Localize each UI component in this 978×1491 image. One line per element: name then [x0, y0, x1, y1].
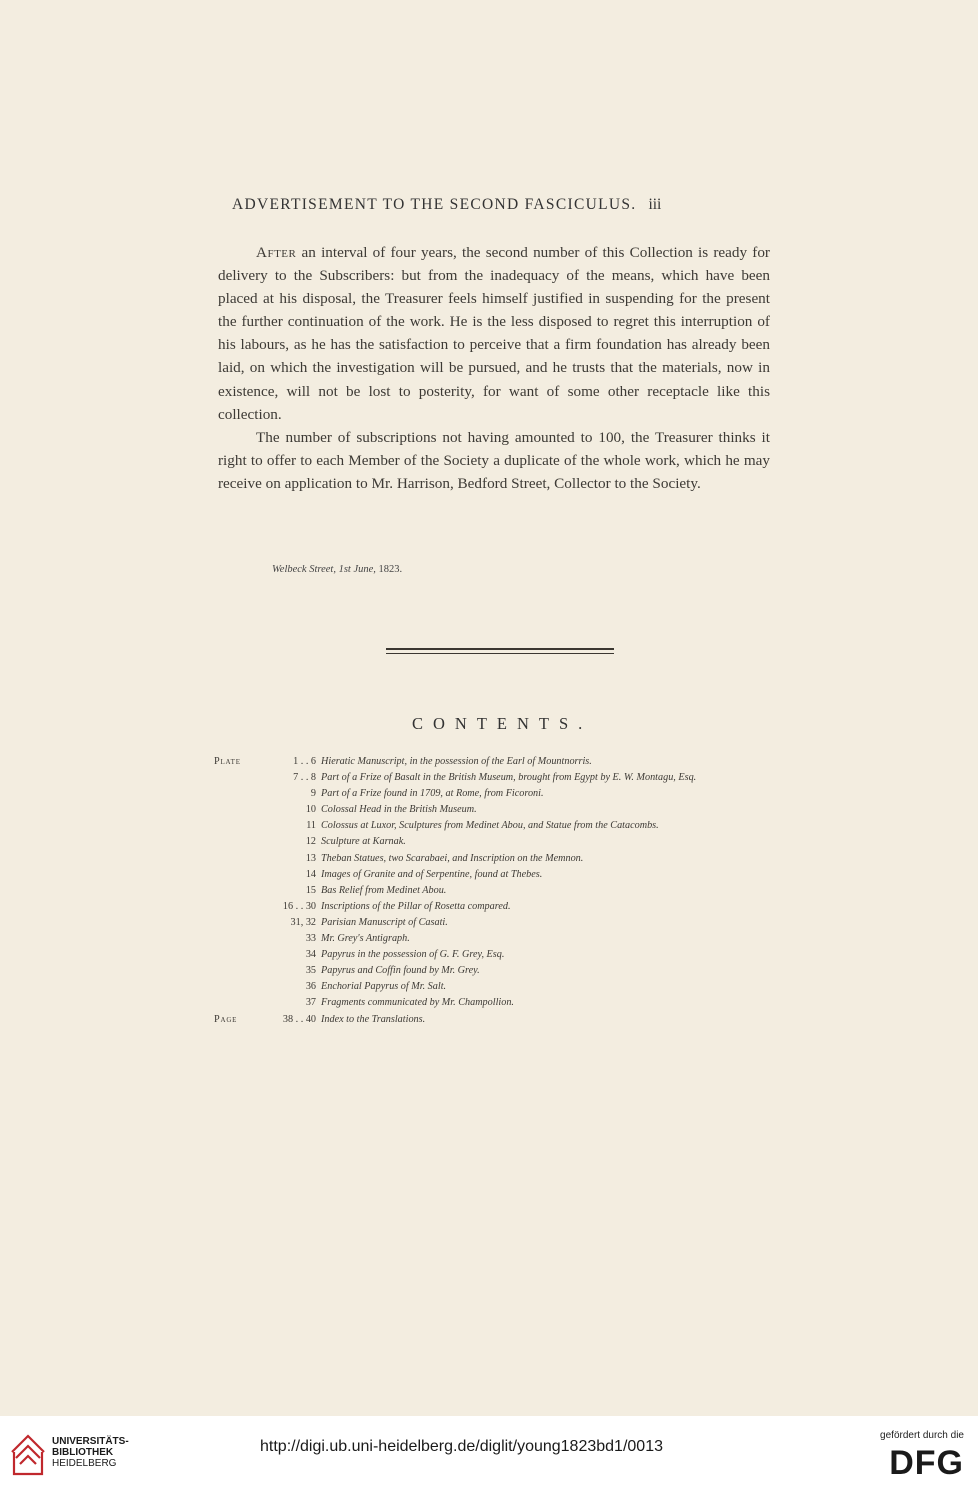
contents-row	[214, 836, 814, 852]
contents-row	[214, 869, 814, 885]
dateline-year: 1823.	[378, 564, 403, 575]
contents-row-number: 15	[305, 884, 316, 896]
contents-title: CONTENTS.	[412, 714, 593, 733]
paragraph-text: The number of subscriptions not having amounted to 100, the Treasurer thinks it right to offer to each Member of the Society a duplicate of the whole work, which he may receive on application to Mr. Harrison, Bedford Street, Collector to the Society.	[218, 428, 770, 492]
contents-row-number: 11	[306, 820, 316, 832]
footer-bar	[0, 1416, 978, 1491]
contents-row	[214, 1014, 814, 1030]
library-line-3: HEIDELBERG	[52, 1458, 117, 1469]
contents-row-number: 9	[310, 788, 316, 800]
page-number: iii	[648, 196, 662, 213]
contents-row-number: 14	[305, 868, 316, 880]
contents-row	[214, 981, 814, 997]
contents-row-number: 34	[305, 949, 316, 961]
permalink-url[interactable]: http://digi.ub.uni-heidelberg.de/diglit/young1823bd1/0013	[260, 1438, 663, 1455]
contents-row-label: Page	[214, 1013, 238, 1025]
contents-row-number: 38 . . 40	[282, 1013, 316, 1025]
contents-row-description: Bas Relief from Medinet Abou.	[321, 884, 447, 896]
contents-row-description: Parisian Manuscript of Casati.	[321, 916, 448, 928]
contents-row-description: Colossal Head in the British Museum.	[321, 804, 477, 816]
contents-row	[214, 788, 814, 804]
advertisement-body	[218, 241, 770, 495]
contents-row-number: 31, 32	[290, 916, 316, 928]
contents-row	[214, 965, 814, 981]
contents-row-description: Hieratic Manuscript, in the possession of the Earl of Mountnorris.	[321, 756, 592, 767]
contents-row-number: 36	[305, 981, 316, 993]
contents-row-description: Enchorial Papyrus of Mr. Salt.	[321, 981, 447, 993]
dateline-place: Welbeck Street, 1st June,	[272, 564, 376, 575]
contents-row	[214, 772, 814, 788]
contents-row	[214, 885, 814, 901]
contents-row-description: Mr. Grey's Antigraph.	[321, 933, 410, 945]
paragraph-text: an interval of four years, the second number of this Collection is ready for delivery to the Subscribers: but from the inadequacy of the means, which have been placed at his disposal, the Treasurer feels himself justified in suspending for the present the further continuation of the work. He is the less disposed to regret this interruption of his labours, as he has the satisfaction to perceive that a firm foundation has already been laid, on which the investigation will be pursued, and he trusts that the materials, now in existence, will not be lost to posterity, for want of some other receptacle like this collection.	[218, 244, 770, 423]
contents-row	[214, 820, 814, 836]
contents-row-number: 13	[305, 852, 316, 864]
contents-row-description: Papyrus and Coffin found by Mr. Grey.	[321, 965, 480, 977]
library-name	[52, 1436, 129, 1469]
dateline	[272, 564, 402, 575]
contents-row-number: 16 . . 30	[282, 900, 316, 912]
contents-row-description: Fragments communicated by Mr. Champollion.	[321, 997, 514, 1009]
double-rule-divider	[386, 648, 614, 654]
contents-row-description: Inscriptions of the Pillar of Rosetta compared.	[321, 900, 511, 912]
contents-row-number: 12	[305, 836, 316, 848]
contents-row	[214, 853, 814, 869]
dfg-logo: DFG	[889, 1444, 964, 1482]
library-line-1: UNIVERSITÄTS-	[52, 1436, 129, 1447]
contents-row-number: 7 . . 8	[293, 772, 316, 784]
contents-row-description: Index to the Translations.	[321, 1013, 426, 1025]
library-line-2: BIBLIOTHEK	[52, 1447, 114, 1458]
contents-row	[214, 917, 814, 933]
contents-row-description: Part of a Frize of Basalt in the British Museum, brought from Egypt by E. W. Montagu, Esq.	[321, 772, 697, 784]
contents-row-number: 1 . . 6	[293, 756, 316, 767]
contents-row-description: Images of Granite and of Serpentine, found at Thebes.	[321, 868, 543, 880]
funded-by-label: gefördert durch die	[880, 1430, 964, 1441]
paragraph-2	[218, 426, 770, 495]
contents-row-description: Sculpture at Karnak.	[321, 836, 406, 848]
contents-row-description: Part of a Frize found in 1709, at Rome, from Ficoroni.	[321, 788, 544, 800]
page-heading	[232, 196, 792, 214]
contents-row-number: 35	[305, 965, 316, 977]
contents-row	[214, 804, 814, 820]
contents-row	[214, 933, 814, 949]
paragraph-1	[218, 241, 770, 426]
university-library-logo-icon	[8, 1430, 48, 1478]
contents-list	[214, 756, 814, 1030]
contents-row-number: 10	[305, 804, 316, 816]
contents-row-description: Theban Statues, two Scarabaei, and Inscription on the Memnon.	[321, 852, 584, 864]
contents-row	[214, 901, 814, 917]
contents-row-description: Colossus at Luxor, Sculptures from Medinet Abou, and Statue from the Catacombs.	[321, 820, 659, 832]
contents-row-number: 33	[305, 933, 316, 945]
contents-row-number: 37	[305, 997, 316, 1009]
contents-row	[214, 997, 814, 1013]
contents-row-label: Plate	[214, 756, 241, 767]
paragraph-lead: After	[256, 244, 297, 261]
heading-title: ADVERTISEMENT TO THE SECOND FASCICULUS.	[232, 196, 637, 213]
contents-row	[214, 756, 814, 772]
contents-row	[214, 949, 814, 965]
contents-row-description: Papyrus in the possession of G. F. Grey, Esq.	[321, 949, 505, 961]
